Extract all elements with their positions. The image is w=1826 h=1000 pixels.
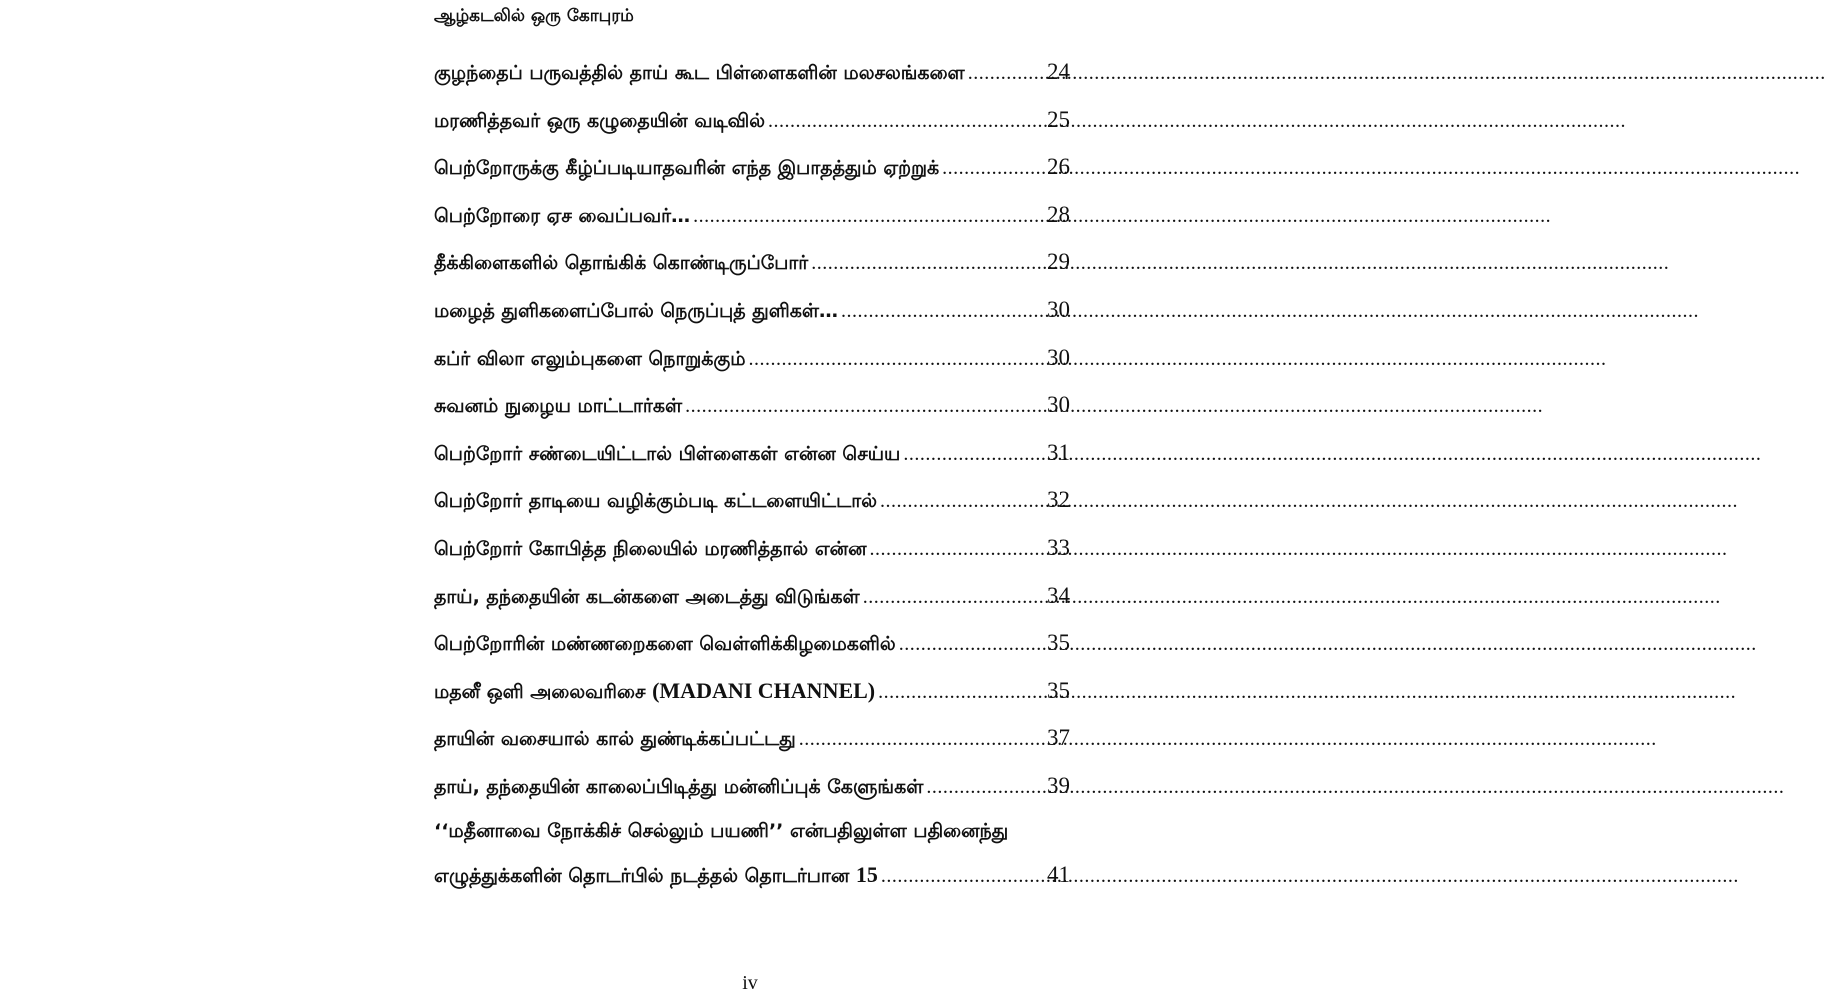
toc-entry: [434, 238, 1070, 286]
toc-entry-title: மழைத் துளிகளைப்போல் நெருப்புத் துளிகள்…: [434, 299, 839, 322]
dot-leader: [860, 574, 1045, 622]
dot-leader: [875, 669, 1045, 717]
toc-entry-title: பெற்றோரை ஏச வைப்பவர்…: [434, 204, 691, 227]
dot-leader: [690, 193, 1045, 241]
toc-entry: [434, 381, 1070, 429]
toc-entry-page: 35: [1047, 630, 1070, 656]
toc-entry-title: தாய், தந்தையின் கடன்களை அடைத்து விடுங்கள்: [434, 585, 860, 608]
toc-entry-title: கப்ர் விலா எலும்புகளை நொறுக்கும்: [434, 347, 746, 370]
dot-leader: [867, 526, 1046, 574]
toc-entry-title: தீக்கிளைகளில் தொங்கிக் கொண்டிருப்போர்: [434, 252, 809, 275]
toc-entry: [434, 572, 1070, 620]
toc-entry-title: பெற்றோரின் மண்ணறைகளை வெள்ளிக்கிழமைகளில்: [434, 633, 896, 656]
toc-entry-title: குழந்தைப் பருவத்தில் தாய் கூட பிள்ளைகளின் மலசலங்களை: [434, 62, 965, 84]
toc-entry-title-line2: [434, 853, 878, 898]
dot-leader: [965, 50, 1045, 98]
toc-entry-title-line2-number: 15: [855, 861, 878, 887]
toc-entry-title-tamil: மதனீ ஒளி அலைவரிசை: [434, 680, 653, 703]
toc-entry-page: 33: [1047, 534, 1070, 560]
toc-entry: [434, 334, 1070, 382]
dot-leader: [838, 288, 1045, 336]
toc-entry: [434, 143, 1070, 191]
toc-entry-page: 41: [1047, 861, 1070, 887]
toc-entry-page: 35: [1047, 677, 1070, 703]
toc-entry-title: [434, 667, 875, 717]
toc-entry-title: பெற்றோர் சண்டையிட்டால் பிள்ளைகள் என்ன செய்ய: [434, 442, 901, 465]
dot-leader: [939, 145, 1045, 193]
toc-entry: [434, 48, 1070, 96]
toc-entry: [434, 96, 1070, 144]
dot-leader: [877, 478, 1045, 526]
toc-entry-page: 37: [1047, 725, 1070, 751]
toc-entry-page: 30: [1047, 296, 1070, 322]
toc-entry-page: 24: [1047, 59, 1070, 84]
toc-entry: [434, 667, 1070, 715]
dot-leader: [896, 621, 1045, 669]
toc-entry-page: 30: [1047, 344, 1070, 370]
toc-entry-title: சுவனம் நுழைய மாட்டார்கள்: [434, 395, 683, 418]
toc-entry: [434, 286, 1070, 334]
dot-leader: [808, 240, 1045, 288]
toc-entry-page: 34: [1047, 582, 1070, 608]
dot-leader: [765, 98, 1045, 146]
dot-leader: [796, 716, 1045, 764]
toc-entry-title: தாயின் வசையால் கால் துண்டிக்கப்பட்டது: [434, 728, 796, 751]
dot-leader: [746, 336, 1046, 384]
toc-entry-title-line2-row: [434, 853, 1070, 896]
toc-entry-title-latin: (MADANI CHANNEL): [652, 677, 876, 703]
toc-entry: [434, 524, 1070, 572]
toc-entry: [434, 191, 1070, 239]
toc-entry-page: 31: [1047, 439, 1070, 465]
toc-entry-page: 29: [1047, 249, 1070, 275]
toc-entry-title: மரணித்தவர் ஒரு கழுதையின் வடிவில்: [434, 109, 766, 132]
dot-leader: [923, 764, 1045, 812]
toc-entry-title: பெற்றோருக்கு கீழ்ப்படியாதவரின் எந்த இபாதத்தும் ஏற்றுக்: [434, 157, 940, 180]
dot-leader: [878, 855, 1045, 898]
toc-entry: [434, 476, 1070, 524]
dot-leader: [682, 383, 1045, 431]
toc-entry: [434, 762, 1070, 810]
running-header: ஆழ்கடலில் ஒரு கோபுரம்: [434, 6, 634, 26]
toc-entry-title: பெற்றோர் தாடியை வழிக்கும்படி கட்டளையிட்டால்: [434, 490, 878, 513]
toc-entry-page: 28: [1047, 201, 1070, 227]
toc-entry-title: பெற்றோர் கோபித்த நிலையில் மரணித்தால் என்ன: [434, 537, 867, 560]
toc-entry-page: 25: [1047, 106, 1070, 132]
toc-entry: [434, 429, 1070, 477]
page-number: iv: [742, 972, 758, 994]
toc-entry-title-line2-text: எழுத்துக்களின் தொடர்பில் நடத்தல் தொடர்பான: [434, 864, 856, 887]
toc-entry-page: 39: [1047, 772, 1070, 798]
dot-leader: [900, 431, 1045, 479]
table-of-contents: [434, 48, 1070, 896]
toc-entry: [434, 714, 1070, 762]
toc-entry-page: 32: [1047, 487, 1070, 513]
toc-entry: [434, 619, 1070, 667]
toc-entry-title-line1: ‘‘மதீனாவை நோக்கிச் செல்லும் பயணி’’ என்பதிலுள்ள பதினைந்து: [434, 819, 1009, 842]
toc-entry-multiline: [434, 810, 1070, 896]
toc-entry-page: 26: [1047, 154, 1070, 180]
toc-entry-title: தாய், தந்தையின் காலைப்பிடித்து மன்னிப்புக் கேளுங்கள்: [434, 775, 924, 798]
toc-entry-page: 30: [1047, 392, 1070, 418]
